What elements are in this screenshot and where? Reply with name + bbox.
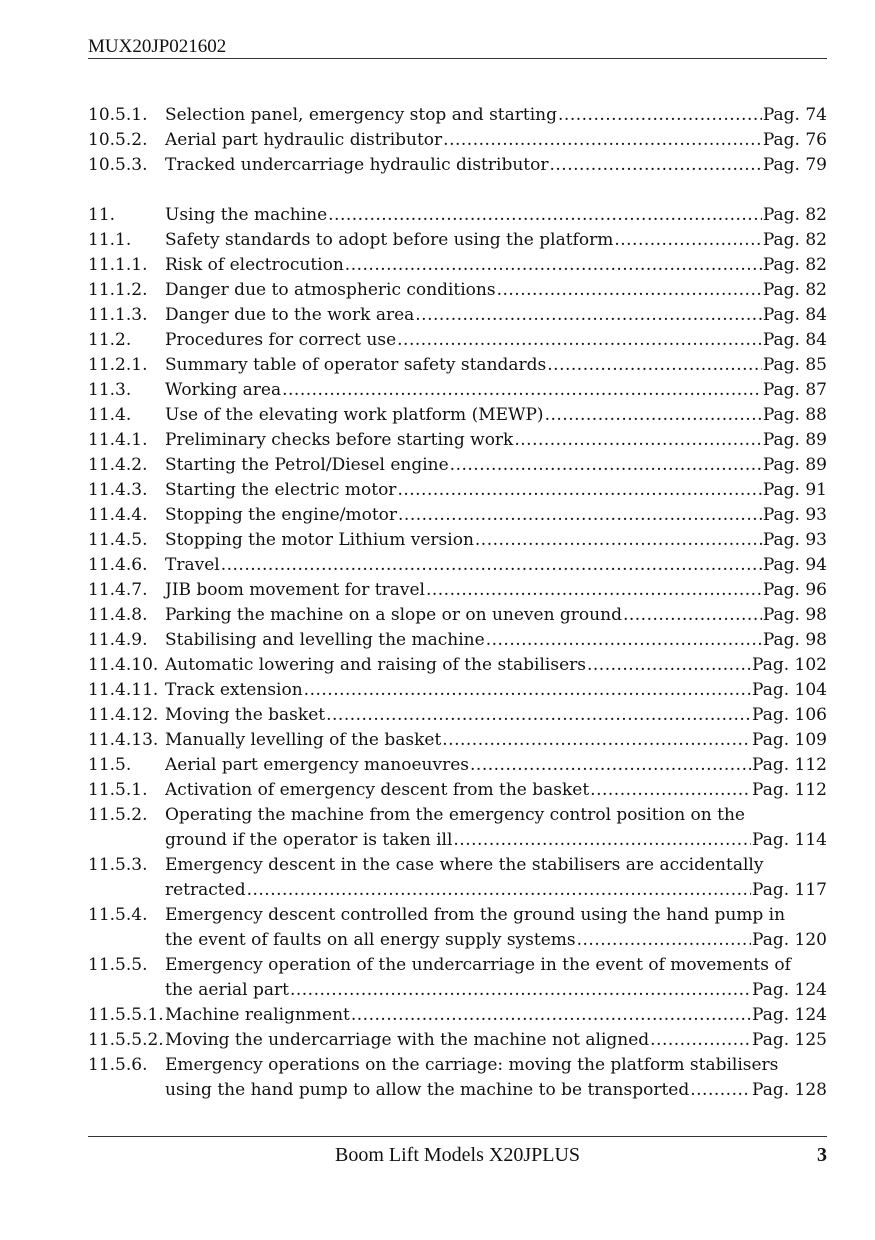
toc-entry-number: 11.5.5.1. xyxy=(88,1005,164,1025)
toc-entry-title: Track extension xyxy=(165,680,303,700)
toc-entry-number: 11.4.8. xyxy=(88,605,148,625)
toc-entry xyxy=(88,103,827,128)
toc-entry-page: Pag. 74 xyxy=(762,105,827,125)
toc-entry-title: the aerial part xyxy=(165,980,289,1000)
dot-leader xyxy=(614,228,762,253)
dot-leader xyxy=(590,778,751,803)
footer-title: Boom Lift Models X20JPLUS xyxy=(334,1144,581,1166)
dot-leader xyxy=(304,678,751,703)
toc-entry-page: Pag. 91 xyxy=(762,480,827,500)
toc-entry xyxy=(88,328,827,353)
toc-entry-page: Pag. 98 xyxy=(762,630,827,650)
toc-entry-number: 11.5. xyxy=(88,755,132,775)
table-of-contents xyxy=(88,103,827,1103)
dot-leader xyxy=(549,153,761,178)
toc-entry-title: Procedures for correct use xyxy=(165,330,397,350)
toc-entry xyxy=(88,1003,827,1028)
toc-entry-number: 11.4.6. xyxy=(88,555,148,575)
toc-entry-title: Using the machine xyxy=(165,205,328,225)
toc-entry-number: 10.5.1. xyxy=(88,105,148,125)
toc-entry-number: 10.5.2. xyxy=(88,130,148,150)
toc-entry-title: Preliminary checks before starting work xyxy=(165,430,514,450)
toc-entry-page: Pag. 94 xyxy=(762,555,827,575)
toc-entry xyxy=(88,528,827,553)
toc-entry-page: Pag. 102 xyxy=(752,655,827,675)
toc-entry-number: 11.1.3. xyxy=(88,305,148,325)
toc-entry-title: Danger due to the work area xyxy=(165,305,415,325)
toc-entry-page: Pag. 82 xyxy=(762,280,827,300)
toc-entry-page: Pag. 84 xyxy=(762,305,827,325)
toc-entry-page: Pag. 93 xyxy=(762,505,827,525)
toc-entry xyxy=(88,428,827,453)
toc-entry xyxy=(88,553,827,578)
dot-leader xyxy=(398,503,762,528)
toc-entry-page: Pag. 79 xyxy=(762,155,827,175)
toc-entry-number: 11.5.5.2. xyxy=(88,1030,164,1050)
toc-entry-title-line: Emergency operations on the carriage: moving the platform stabilisers xyxy=(165,1055,779,1075)
toc-entry-number: 11.5.4. xyxy=(88,905,148,925)
toc-entry xyxy=(88,503,827,528)
toc-entry-number: 11.4.2. xyxy=(88,455,148,475)
toc-entry xyxy=(88,578,827,603)
toc-entry xyxy=(88,753,827,778)
dot-leader xyxy=(623,603,762,628)
toc-entry xyxy=(88,1028,827,1053)
toc-entry-page: Pag. 124 xyxy=(752,1005,827,1025)
toc-entry xyxy=(88,303,827,328)
toc-entry-title: Starting the Petrol/Diesel engine xyxy=(165,455,449,475)
toc-entry-title: Travel xyxy=(165,555,220,575)
toc-entry-number: 11.5.1. xyxy=(88,780,148,800)
toc-entry-title: Danger due to atmospheric conditions xyxy=(165,280,496,300)
toc-entry-title-line: Emergency operation of the undercarriage in the event of movements of xyxy=(165,955,791,975)
toc-entry-page: Pag. 76 xyxy=(762,130,827,150)
toc-entry-number: 11.3. xyxy=(88,380,132,400)
toc-entry-number: 11.4.4. xyxy=(88,505,148,525)
toc-entry-title: Stabilising and levelling the machine xyxy=(165,630,485,650)
toc-entry xyxy=(88,478,827,503)
toc-entry-title: Machine realignment xyxy=(165,1005,350,1025)
toc-entry-title: Working area xyxy=(165,380,282,400)
toc-entry-page: Pag. 117 xyxy=(752,880,827,900)
dot-leader xyxy=(514,428,762,453)
dot-leader xyxy=(558,103,762,128)
toc-entry-title: Aerial part hydraulic distributor xyxy=(165,130,443,150)
dot-leader xyxy=(650,1028,751,1053)
toc-entry-number: 11.1.1. xyxy=(88,255,148,275)
dot-leader xyxy=(587,653,751,678)
toc-entry xyxy=(88,153,827,178)
toc-entry xyxy=(88,453,827,478)
dot-leader xyxy=(453,828,751,853)
toc-entry-title-line: Emergency descent controlled from the ground using the hand pump in xyxy=(165,905,786,925)
toc-entry-title: the event of faults on all energy supply systems xyxy=(165,930,576,950)
dot-leader xyxy=(690,1078,751,1103)
toc-entry-number: 11.5.5. xyxy=(88,955,148,975)
toc-entry xyxy=(88,403,827,428)
header-divider xyxy=(88,58,827,59)
toc-entry-title: Risk of electrocution xyxy=(165,255,344,275)
toc-entry-title: Activation of emergency descent from the basket xyxy=(165,780,590,800)
document-code: MUX20JP021602 xyxy=(88,36,227,57)
toc-entry-number: 11.4.13. xyxy=(88,730,159,750)
toc-entry xyxy=(88,678,827,703)
toc-entry xyxy=(88,803,827,853)
toc-entry xyxy=(88,853,827,903)
toc-entry-page: Pag. 84 xyxy=(762,330,827,350)
toc-entry-page: Pag. 125 xyxy=(752,1030,827,1050)
toc-entry-number: 11.1.2. xyxy=(88,280,148,300)
toc-entry-title: using the hand pump to allow the machine to be transported xyxy=(165,1080,690,1100)
toc-entry xyxy=(88,703,827,728)
dot-leader xyxy=(326,703,751,728)
toc-entry-page: Pag. 85 xyxy=(762,355,827,375)
toc-entry-number: 11.2. xyxy=(88,330,132,350)
toc-entry-number: 11.5.2. xyxy=(88,805,148,825)
dot-leader xyxy=(486,628,762,653)
toc-entry xyxy=(88,278,827,303)
toc-entry-page: Pag. 128 xyxy=(752,1080,827,1100)
toc-entry-title: Stopping the engine/motor xyxy=(165,505,398,525)
toc-entry-page: Pag. 114 xyxy=(752,830,827,850)
footer-page-number: 3 xyxy=(817,1144,827,1166)
toc-entry-number: 11.4.7. xyxy=(88,580,148,600)
dot-leader xyxy=(282,378,762,403)
toc-entry-number: 11.4. xyxy=(88,405,132,425)
toc-entry-page: Pag. 89 xyxy=(762,430,827,450)
toc-entry-number: 10.5.3. xyxy=(88,155,148,175)
toc-entry-title: Use of the elevating work platform (MEWP) xyxy=(165,405,544,425)
toc-entry xyxy=(88,728,827,753)
toc-entry-title: Parking the machine on a slope or on uneven ground xyxy=(165,605,622,625)
toc-entry-page: Pag. 87 xyxy=(762,380,827,400)
dot-leader xyxy=(443,128,762,153)
dot-leader xyxy=(475,528,762,553)
toc-entry-number: 11.1. xyxy=(88,230,132,250)
dot-leader xyxy=(470,753,751,778)
toc-entry-page: Pag. 106 xyxy=(752,705,827,725)
toc-entry-title: Moving the basket xyxy=(165,705,326,725)
toc-entry-page: Pag. 82 xyxy=(762,205,827,225)
dot-leader xyxy=(247,878,751,903)
toc-entry-page: Pag. 109 xyxy=(752,730,827,750)
toc-entry-title: Automatic lowering and raising of the stabilisers xyxy=(165,655,586,675)
toc-entry xyxy=(88,203,827,228)
toc-entry-title: Safety standards to adopt before using the platform xyxy=(165,230,614,250)
toc-entry-title: Starting the electric motor xyxy=(165,480,397,500)
toc-entry-title: retracted xyxy=(165,880,246,900)
toc-entry xyxy=(88,353,827,378)
toc-entry xyxy=(88,128,827,153)
toc-entry-title: JIB boom movement for travel xyxy=(165,580,425,600)
dot-leader xyxy=(545,403,762,428)
toc-entry xyxy=(88,953,827,1003)
toc-entry xyxy=(88,903,827,953)
toc-entry-number: 11.4.11. xyxy=(88,680,159,700)
toc-entry xyxy=(88,628,827,653)
toc-entry-page: Pag. 98 xyxy=(762,605,827,625)
toc-entry-title: ground if the operator is taken ill xyxy=(165,830,453,850)
toc-entry xyxy=(88,1053,827,1103)
toc-entry-number: 11.4.3. xyxy=(88,480,148,500)
dot-leader xyxy=(351,1003,751,1028)
toc-entry xyxy=(88,778,827,803)
dot-leader xyxy=(450,453,762,478)
footer-divider xyxy=(88,1136,827,1137)
toc-entry-number: 11.5.6. xyxy=(88,1055,148,1075)
dot-leader xyxy=(290,978,751,1003)
toc-entry-title-line: Emergency descent in the case where the stabilisers are accidentally xyxy=(165,855,764,875)
toc-entry-number: 11.4.9. xyxy=(88,630,148,650)
dot-leader xyxy=(426,578,762,603)
toc-entry-title: Stopping the motor Lithium version xyxy=(165,530,474,550)
dot-leader xyxy=(328,203,762,228)
toc-entry-page: Pag. 112 xyxy=(752,755,827,775)
toc-entry-number: 11.4.12. xyxy=(88,705,159,725)
toc-entry-number: 11.5.3. xyxy=(88,855,148,875)
toc-entry-page: Pag. 120 xyxy=(752,930,827,950)
dot-leader xyxy=(221,553,762,578)
toc-entry-title: Tracked undercarriage hydraulic distributor xyxy=(165,155,549,175)
dot-leader xyxy=(547,353,762,378)
toc-entry-page: Pag. 82 xyxy=(762,255,827,275)
dot-leader xyxy=(345,253,762,278)
toc-entry xyxy=(88,253,827,278)
toc-entry xyxy=(88,378,827,403)
toc-entry-page: Pag. 88 xyxy=(762,405,827,425)
toc-entry-page: Pag. 82 xyxy=(762,230,827,250)
toc-entry xyxy=(88,603,827,628)
dot-leader xyxy=(397,328,762,353)
toc-entry xyxy=(88,228,827,253)
dot-leader xyxy=(415,303,762,328)
toc-entry-title: Moving the undercarriage with the machine not aligned xyxy=(165,1030,650,1050)
toc-entry-page: Pag. 89 xyxy=(762,455,827,475)
toc-entry-page: Pag. 104 xyxy=(752,680,827,700)
dot-leader xyxy=(442,728,751,753)
toc-entry-number: 11.4.5. xyxy=(88,530,148,550)
toc-entry-page: Pag. 96 xyxy=(762,580,827,600)
toc-entry-number: 11.2.1. xyxy=(88,355,148,375)
dot-leader xyxy=(397,478,761,503)
toc-entry-page: Pag. 112 xyxy=(752,780,827,800)
toc-entry-title: Manually levelling of the basket xyxy=(165,730,442,750)
dot-leader xyxy=(577,928,751,953)
toc-entry-title: Summary table of operator safety standards xyxy=(165,355,547,375)
toc-entry-number: 11.4.10. xyxy=(88,655,159,675)
toc-entry-title: Aerial part emergency manoeuvres xyxy=(165,755,470,775)
toc-entry-title: Selection panel, emergency stop and starting xyxy=(165,105,558,125)
toc-entry-number: 11. xyxy=(88,205,116,225)
dot-leader xyxy=(497,278,762,303)
toc-entry xyxy=(88,653,827,678)
toc-entry-page: Pag. 93 xyxy=(762,530,827,550)
toc-entry-title-line: Operating the machine from the emergency control position on the xyxy=(165,805,745,825)
toc-entry-number: 11.4.1. xyxy=(88,430,148,450)
toc-entry-page: Pag. 124 xyxy=(752,980,827,1000)
